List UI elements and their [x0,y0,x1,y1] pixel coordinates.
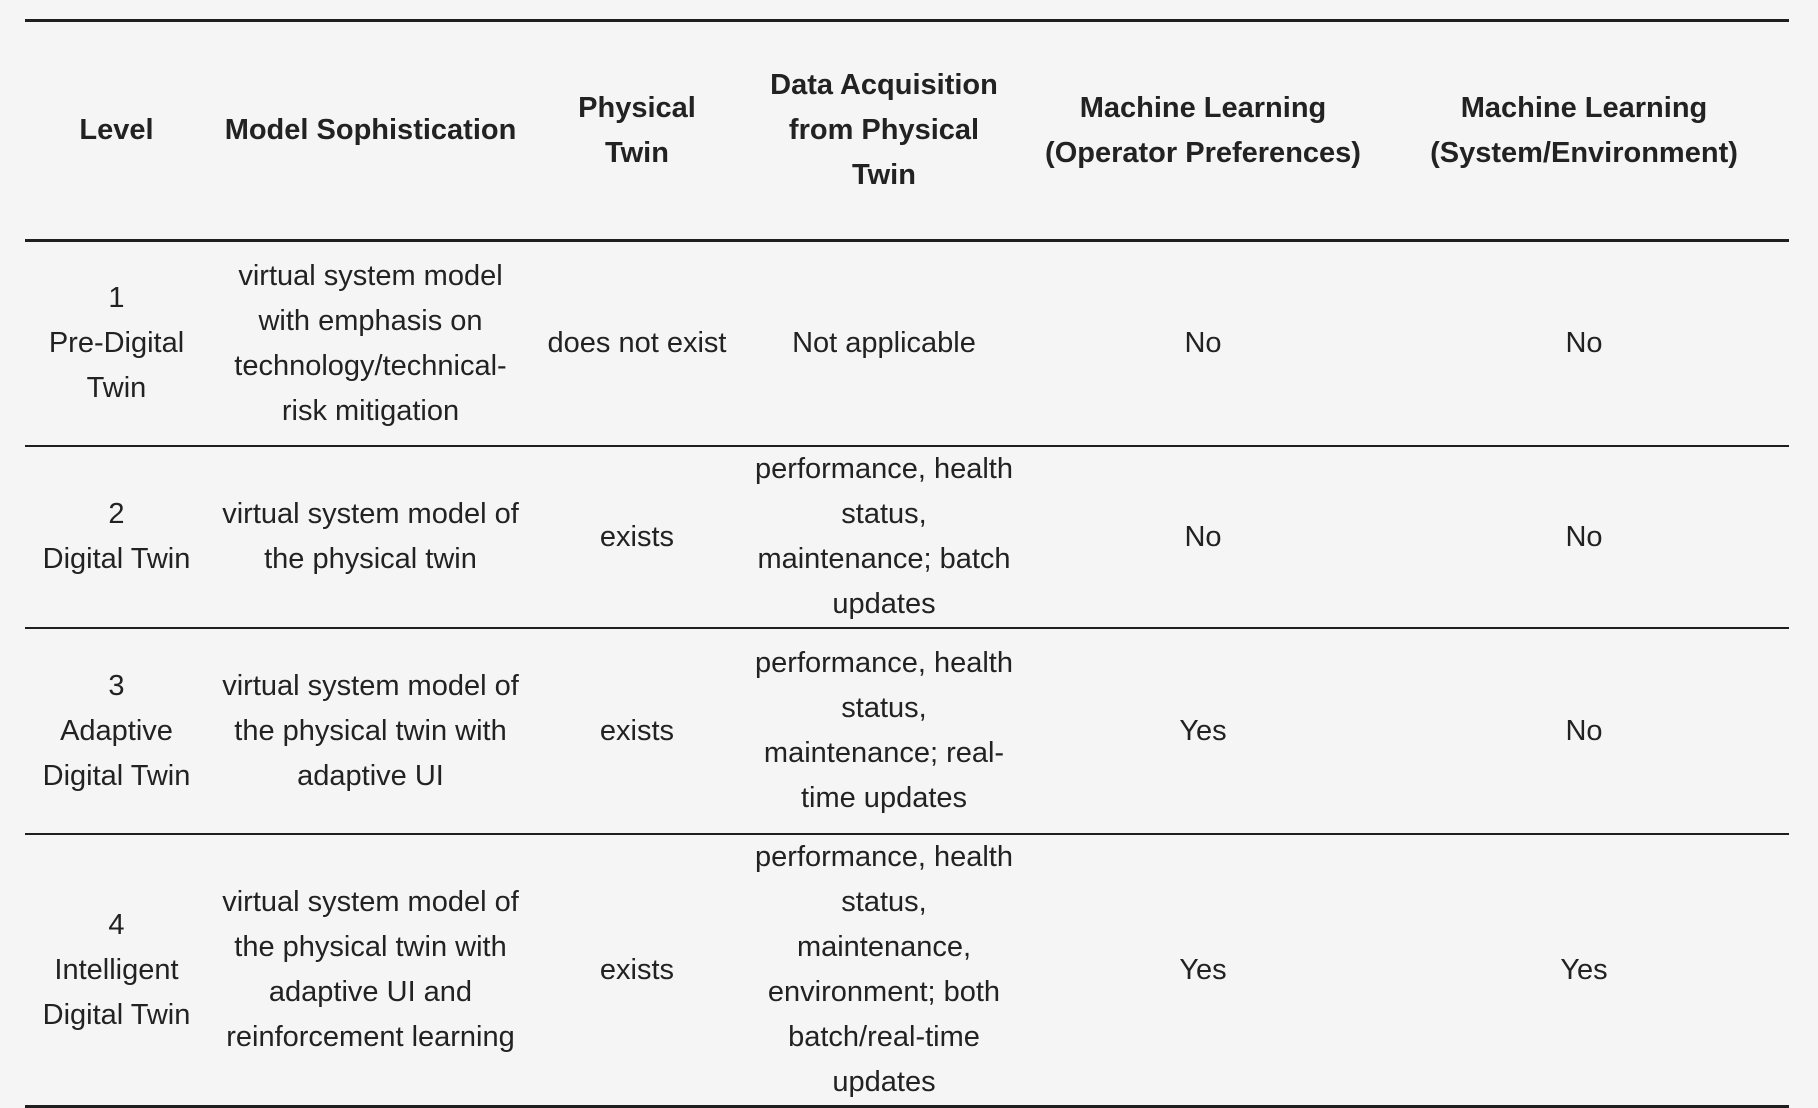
header-ml-operator: Machine Learning (Operator Preferences) [1027,21,1379,241]
ml-operator-cell: No [1027,446,1379,628]
level-name: Pre-Digital Twin [48,327,185,404]
physical-twin-cell: does not exist [533,241,741,447]
ml-system-cell: No [1379,446,1789,628]
level-name: Digital Twin [42,543,191,575]
header-data-acquisition: Data Acquisition from Physical Twin [741,21,1027,241]
header-row [25,21,1789,241]
ml-operator-cell: No [1027,241,1379,447]
ml-system-cell: No [1379,241,1789,447]
data-acquisition-cell: Not applicable [741,241,1027,447]
table-row [25,628,1789,834]
level-number: 2 [108,498,125,530]
level-number: 3 [108,669,125,702]
header-ml-system: Machine Learning (System/Environment) [1379,21,1789,241]
data-acquisition-cell: performance, health status, maintenance; real-time updates [741,628,1027,834]
table-row [25,834,1789,1107]
level-name: Adaptive Digital Twin [42,714,191,792]
header-physical-twin: Physical Twin [533,21,741,241]
level-number: 4 [108,908,125,941]
table-row [25,446,1789,628]
physical-twin-cell: exists [533,446,741,628]
model-sophistication-cell: virtual system model of the physical twin with adaptive UI [208,628,533,834]
level-cell [25,446,208,628]
ml-operator-cell: Yes [1179,953,1227,986]
digital-twin-levels-table-container [25,19,1789,1108]
level-name: Intelligent Digital Twin [42,953,191,1031]
model-sophistication-cell: virtual system model with emphasis on technology/technical-risk mitigation [208,241,533,447]
data-acquisition-cell: performance, health status, maintenance; batch updates [741,446,1027,628]
level-number: 1 [108,282,125,314]
header-model-sophistication: Model Sophistication [208,21,533,241]
ml-operator-cell: Yes [1027,628,1379,834]
ml-system-cell: Yes [1560,953,1608,986]
data-acquisition-cell: performance, health status, maintenance, environment; both batch/real-time updates [755,841,1013,1098]
model-sophistication-cell: virtual system model of the physical twin [208,446,533,628]
digital-twin-levels-table [25,19,1789,1108]
level-cell [25,834,208,1107]
level-cell [25,241,208,447]
table-row [25,241,1789,447]
physical-twin-cell: exists [533,628,741,834]
level-cell [25,628,208,834]
physical-twin-cell: exists [599,953,675,986]
model-sophistication-cell: virtual system model of the physical twin with adaptive UI and reinforcement learning [222,886,519,1053]
header-level: Level [25,21,208,241]
ml-system-cell: No [1379,628,1789,834]
